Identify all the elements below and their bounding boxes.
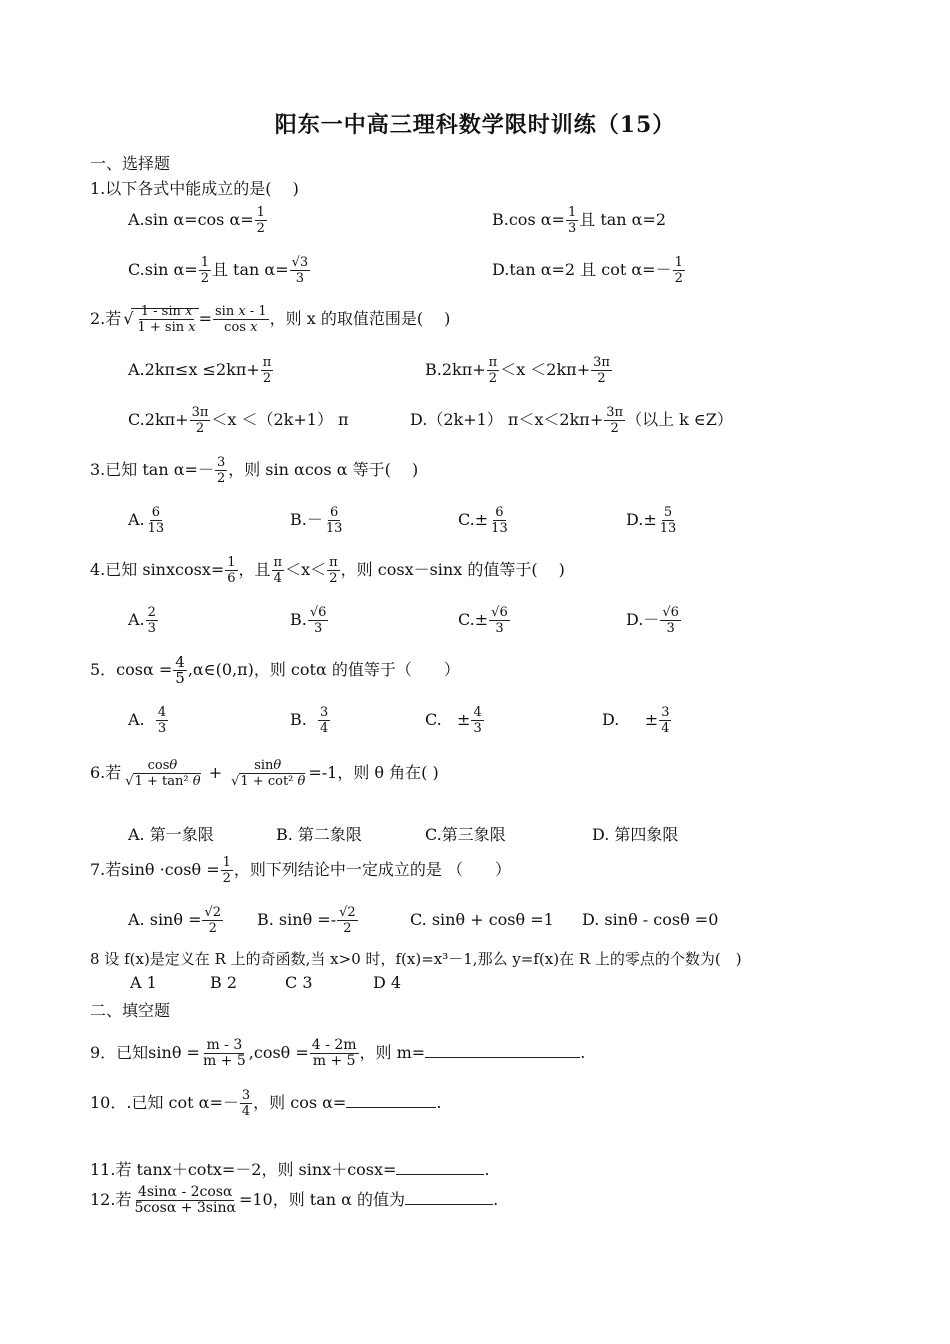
fraction: $\frac{3\pi}{2}$ xyxy=(593,355,610,386)
fraction: $\frac{\pi}{2}$ xyxy=(262,355,272,386)
question-8-option-c: C 3 xyxy=(285,973,313,992)
question-6-option-d: D. 第四象限 xyxy=(592,825,679,844)
question-2-option-d: D.（2k+1） π＜x＜2kπ+ $\frac{3\pi}{2}$ （以上 k ∈Z） xyxy=(410,405,733,436)
question-5-option-a: A. $\frac{4}{3}$ xyxy=(128,705,167,736)
question-8-option-a: A 1 xyxy=(130,973,157,992)
question-5-option-b: B. $\frac{3}{4}$ xyxy=(290,705,329,736)
question-7-stem: 7.若sinθ ·cosθ = $\frac{1}{2}$ ，则下列结论中一定成立的是 （ ） xyxy=(90,855,512,886)
question-5-stem: 5．cosα = $\frac{4}{5}$ ,α∈(0,π)，则 cotα 的值等于（ ） xyxy=(90,653,460,687)
question-7-option-b: B. sinθ =- $\frac{√2}{2}$ xyxy=(257,905,356,936)
question-7-option-c: C. sinθ + cosθ =1 xyxy=(410,910,554,929)
question-4-option-c: C.± $\frac{√6}{3}$ xyxy=(458,605,508,636)
question-6-option-a: A. 第一象限 xyxy=(128,825,214,844)
fraction: sinθ √ 1 + cot² θ xyxy=(228,758,307,789)
fraction: $\frac{1}{2}$ xyxy=(256,205,265,236)
answer-blank[interactable] xyxy=(346,1106,436,1108)
fraction: $\frac{\pi}{2}$ xyxy=(488,355,498,386)
question-2-option-c: C.2kπ+ $\frac{3\pi}{2}$ ＜x ＜（2k+1） π xyxy=(128,405,349,436)
question-6-option-c: C.第三象限 xyxy=(425,825,506,844)
answer-blank[interactable] xyxy=(405,1203,493,1205)
question-3-stem: 3.已知 tan α=－ $\frac{3}{2}$ ，则 sin αcos α 等于( ) xyxy=(90,455,419,486)
question-2-option-b: B.2kπ+ $\frac{\pi}{2}$ ＜x ＜2kπ+ $\frac{3\pi}{2}$ xyxy=(425,355,610,386)
answer-blank[interactable] xyxy=(396,1173,484,1175)
fraction: $\frac{1}{2}$ xyxy=(200,255,209,286)
question-12-stem: 12.若 $\frac{4\sin\alpha - 2\cos\alpha}{5\cos\alpha + 3\sin\alpha}$ =10，则 tan α 的值为 . xyxy=(90,1184,499,1216)
question-5-option-d: D. ± $\frac{3}{4}$ xyxy=(602,705,670,736)
question-8-option-b: B 2 xyxy=(210,973,238,992)
fraction: $\frac{1}{2}$ xyxy=(674,255,683,286)
question-6-option-b: B. 第二象限 xyxy=(276,825,362,844)
fraction: $\frac{\text{sin x - 1}}{\text{cos x}}$ xyxy=(215,304,267,335)
question-1-stem: 1.以下各式中能成立的是( ) xyxy=(90,179,299,198)
section-fill-heading: 二、填空题 xyxy=(90,1001,171,1020)
section-choice-heading: 一、选择题 xyxy=(90,154,171,173)
fraction: $\frac{1}{3}$ xyxy=(567,205,577,236)
question-1-option-b: B.cos α= $\frac{1}{3}$ 且 tan α=2 xyxy=(492,205,667,236)
answer-blank[interactable] xyxy=(425,1056,580,1058)
question-1-option-c: C.sin α= $\frac{1}{2}$ 且 tan α= $\frac{√3}{3}$ xyxy=(128,255,309,286)
question-7-option-a: A. sinθ = $\frac{√2}{2}$ xyxy=(128,905,222,936)
question-4-stem: 4.已知 sinxcosx= $\frac{1}{6}$ ，且 $\frac{\pi}{4}$ ＜x＜ $\frac{\pi}{2}$ ，则 cosx－sinx 的值等于( ) xyxy=(90,555,565,586)
question-1-option-d: D.tan α=2 且 cot α=－ $\frac{1}{2}$ xyxy=(492,255,683,286)
fraction: $\frac{√3}{3}$ xyxy=(291,255,309,286)
page-title: 阳东一中高三理科数学限时训练（15） xyxy=(274,112,676,138)
question-8-option-d: D 4 xyxy=(373,973,402,992)
fraction: cosθ √ 1 + tan² θ xyxy=(122,758,202,789)
question-2-stem: 2.若 √ $\frac{\text{1 - sin x}}{\text{1 + sin x}}$ = $\frac{\text{sin x - 1}}{\text{cos x}}$ ，则 x 的取值范围是( ) xyxy=(90,304,450,335)
question-3-option-a: A. $\frac{6}{13}$ xyxy=(128,505,165,536)
question-4-option-a: A. $\frac{2}{3}$ xyxy=(128,605,156,636)
question-1-option-a: A.sin α=cos α= $\frac{1}{2}$ xyxy=(128,205,265,236)
question-10-stem: 10．.已知 cot α=－ $\frac{3}{4}$ ，则 cos α= . xyxy=(90,1088,442,1119)
fraction: $\frac{3\pi}{2}$ xyxy=(606,405,624,436)
question-9-stem: 9．已知sinθ = $\frac{m - 3}{m + 5}$ ,cosθ = $\frac{4 - 2m}{m + 5}$ ，则 m= . xyxy=(90,1037,586,1069)
question-6-stem: 6.若 cosθ √ 1 + tan² θ + sinθ √ 1 + cot² θ =-1，则 θ 角在( ) xyxy=(90,758,439,789)
question-5-option-c: C. ± $\frac{4}{3}$ xyxy=(425,705,482,736)
question-11-stem: 11.若 tanx＋cotx=－2，则 sinx＋cosx= . xyxy=(90,1160,490,1179)
question-3-option-c: C.± $\frac{6}{13}$ xyxy=(458,505,508,536)
fraction: $\frac{3\pi}{2}$ xyxy=(191,405,209,436)
question-7-option-d: D. sinθ - cosθ =0 xyxy=(582,910,719,929)
question-8-stem: 8 设 f(x)是定义在 R 上的奇函数,当 x>0 时，f(x)=x³－1,那么 y=f(x)在 R 上的零点的个数为( ) xyxy=(90,950,742,968)
fraction: $\frac{3}{2}$ xyxy=(216,455,226,486)
question-4-option-b: B. $\frac{√6}{3}$ xyxy=(290,605,327,636)
question-3-option-d: D.± $\frac{5}{13}$ xyxy=(626,505,677,536)
question-3-option-b: B.－ $\frac{6}{13}$ xyxy=(290,505,343,536)
question-2-option-a: A.2kπ≤x ≤2kπ+ $\frac{\pi}{2}$ xyxy=(128,355,272,386)
question-4-option-d: D.－ $\frac{√6}{3}$ xyxy=(626,605,679,636)
sqrt-expression: √ $\frac{\text{1 - sin x}}{\text{1 + sin x}}$ xyxy=(131,308,198,328)
